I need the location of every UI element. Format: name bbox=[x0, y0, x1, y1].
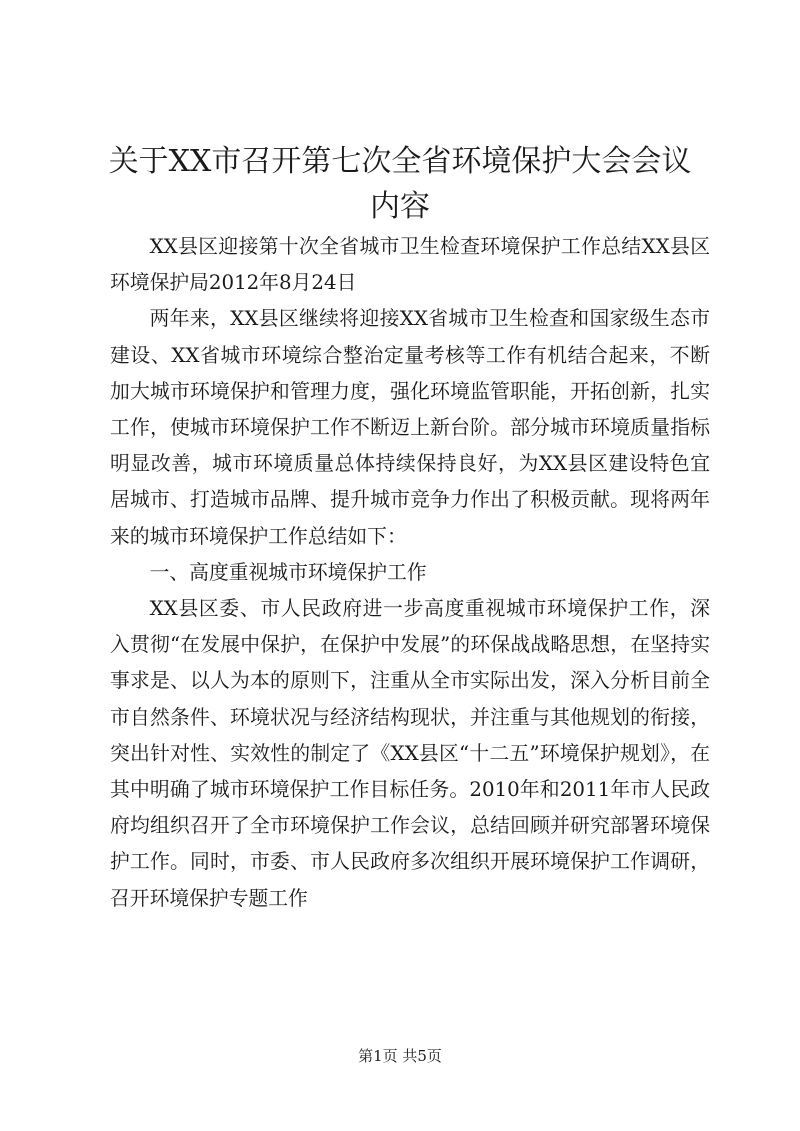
page-number-footer: 第1页 共5页 bbox=[358, 1047, 442, 1065]
paragraph-intro: XX县区迎接第十次全省城市卫生检查环境保护工作总结XX县区环境保护局2012年8月24日 bbox=[110, 235, 710, 295]
section-heading: 一、高度重视城市环境保护工作 bbox=[149, 560, 427, 584]
paragraph-overview: 两年来，XX县区继续将迎接XX省城市卫生检查和国家级生态市建设、XX省城市环境综合整治定量考核等工作有机结合起来，不断加大城市环境保护和管理力度，强化环境监管职能，开拓创新，扎实工作，使城市环境保护工作不断迈上新台阶。部分城市环境质量指标明显改善，城市环境质量总体持续保持良好，为XX县区建设特色宜居城市、打造城市品牌、提升城市竞争力作出了积极贡献。现将两年来的城市环境保护工作总结如下： bbox=[110, 307, 710, 548]
paragraph-section-one: XX县区委、市人民政府进一步高度重视城市环境保护工作，深入贯彻“在发展中保护，在保护中发展”的环保战战略思想，在坚持实事求是、以人为本的原则下，注重从全市实际出发，深入分析目前全市自然条件、环境状况与经济结构现状，并注重与其他规划的衔接，突出针对性、实效性的制定了《XX县区“十二五”环境保护规划》，在其中明确了城市环境保护工作目标任务。2010年和2011年市人民政府均组织召开了全市环境保护工作会议，总结回顾并研究部署环境保护工作。同时，市委、市人民政府多次组织开展环境保护工作调研，召开环境保护专题工作 bbox=[110, 597, 710, 910]
document-body bbox=[110, 229, 710, 917]
document-title-line1: 关于XX市召开第七次全省环境保护大会会议 bbox=[108, 144, 692, 179]
document-title-line2: 内容 bbox=[370, 189, 430, 224]
